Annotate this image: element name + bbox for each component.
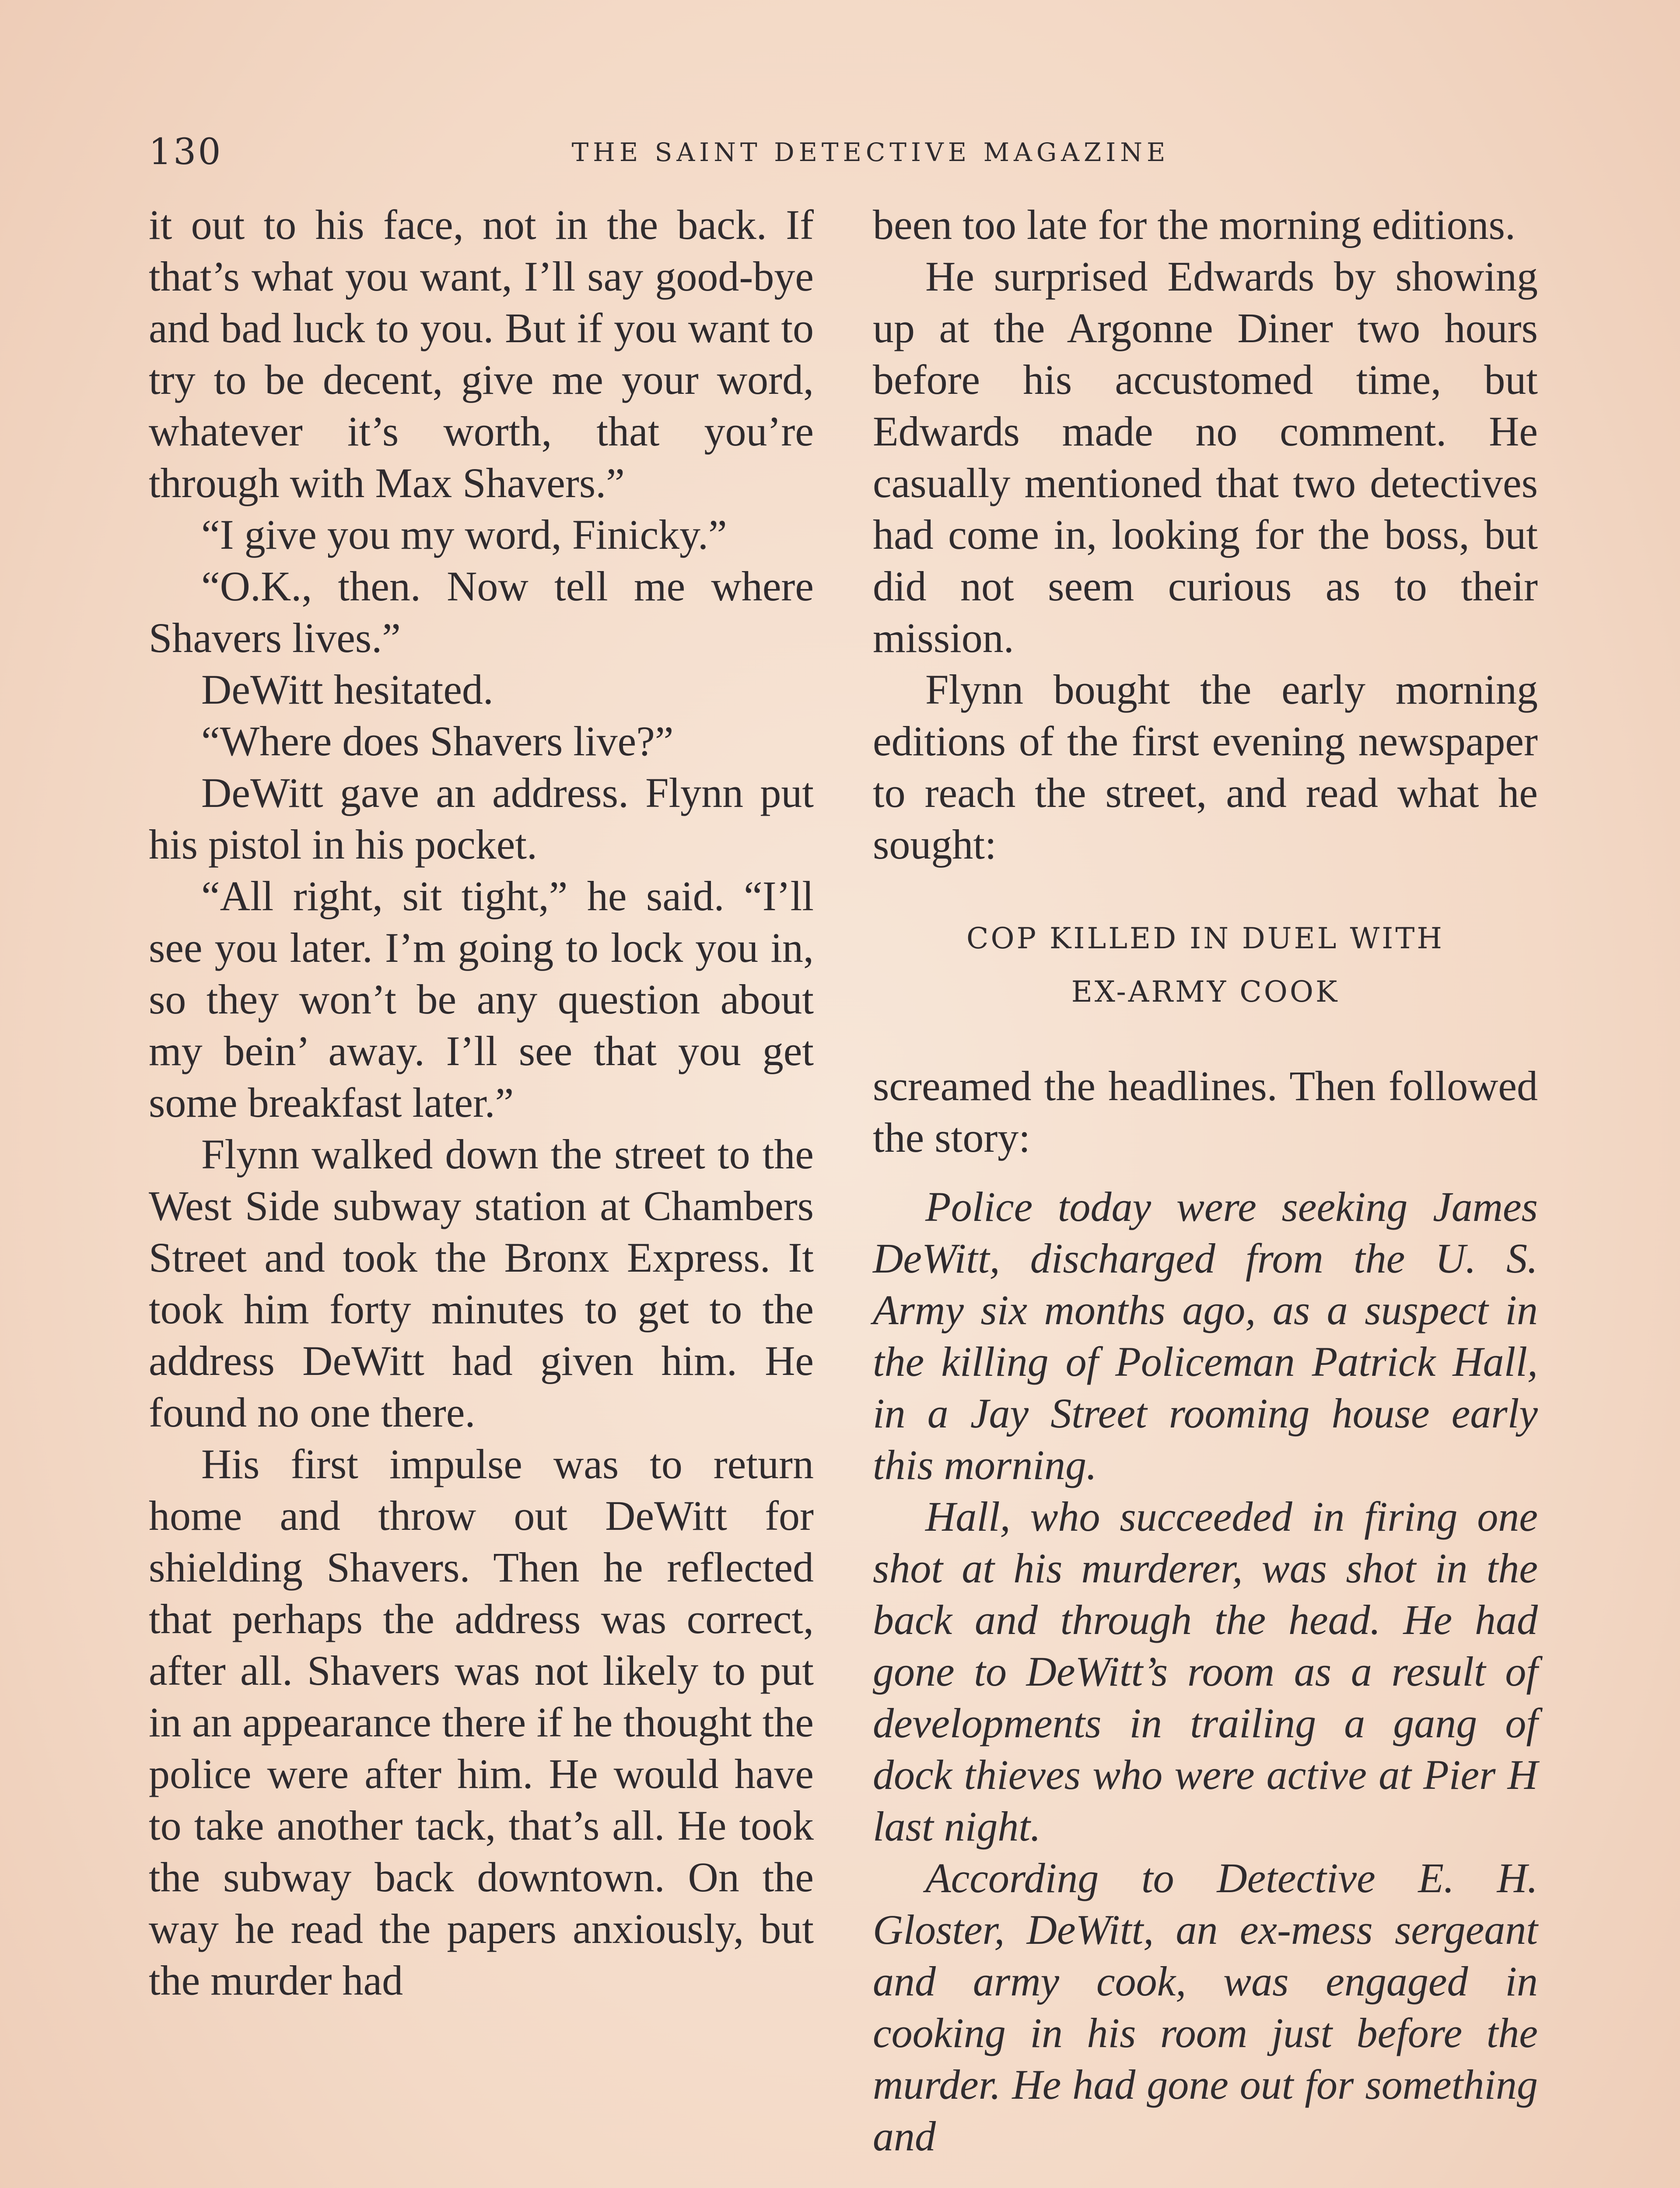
paragraph: “Where does Shavers live?” — [201, 718, 674, 764]
paragraph: “I give you my word, Finicky.” — [201, 511, 727, 558]
paragraph: Flynn bought the early morning editions of the first evening newspaper to reach the street, and read what he sought: — [873, 666, 1538, 868]
paragraph: it out to his face, not in the back. If that’s what you want, I’ll say good-bye and bad luck to you. But if you want to try to be decent, give me your word, whatever it’s worth, that you’re through with Max Shavers.” — [149, 201, 814, 506]
paragraph: DeWitt gave an address. Flynn put his pistol in his pocket. — [149, 769, 814, 868]
newspaper-headline — [873, 912, 1538, 1019]
news-story-paragraph: According to Detective E. H. Gloster, DeWitt, an ex-mess sergeant and army cook, was engaged in cooking in his room just before the murder. He had gone out for something and — [873, 1855, 1538, 2160]
left-column — [149, 199, 814, 2006]
paragraph: His first impulse was to return home and throw out DeWitt for shielding Shavers. Then he reflected that perhaps the address was correct, after all. Shavers was not likely to put in an appearance there if he thought the police were after him. He would have to take another tack, that’s all. He took the subway back downtown. On the way he read the papers anxiously, but the murder had — [149, 1441, 814, 2004]
paragraph: been too late for the morning editions. — [873, 201, 1516, 248]
headline-line: EX-ARMY COOK — [1071, 975, 1340, 1009]
paragraph: He surprised Edwards by showing up at the Argonne Diner two hours before his accustomed time, but Edwards made no comment. He casually mentioned that two detectives had come in, looking for the boss, but did not seem curious as to their mission. — [873, 253, 1538, 661]
page-header — [149, 131, 1540, 179]
paragraph: screamed the headlines. Then followed the story: — [873, 1062, 1538, 1161]
headline-line: COP KILLED IN DUEL WITH — [966, 922, 1444, 955]
news-story-paragraph: Hall, who succeeded in firing one shot at his murderer, was shot in the back and through the head. He had gone to DeWitt’s room as a result of developments in trailing a gang of dock thieves who were active at Pier H last night. — [873, 1493, 1538, 1850]
running-title: THE SAINT DETECTIVE MAGAZINE — [571, 137, 1170, 167]
news-story-paragraph: Police today were seeking James DeWitt, discharged from the U. S. Army six months ago, as a suspect in the killing of Policeman Patrick Hall, in a Jay Street rooming house early this morning. — [873, 1183, 1538, 1488]
paragraph: “O.K., then. Now tell me where Shavers lives.” — [149, 563, 814, 661]
right-column — [873, 199, 1538, 2162]
paragraph: “All right, sit tight,” he said. “I’ll see you later. I’m going to lock you in, so they won’t be any question about my bein’ away. I’ll see that you get some breakfast later.” — [149, 873, 814, 1126]
page-number: 130 — [149, 131, 223, 173]
paragraph: DeWitt hesitated. — [201, 666, 494, 713]
paragraph: Flynn walked down the street to the West Side subway station at Chambers Street and took the Bronx Express. It took him forty minutes to get to the address DeWitt had given him. He found no one there. — [149, 1131, 814, 1436]
